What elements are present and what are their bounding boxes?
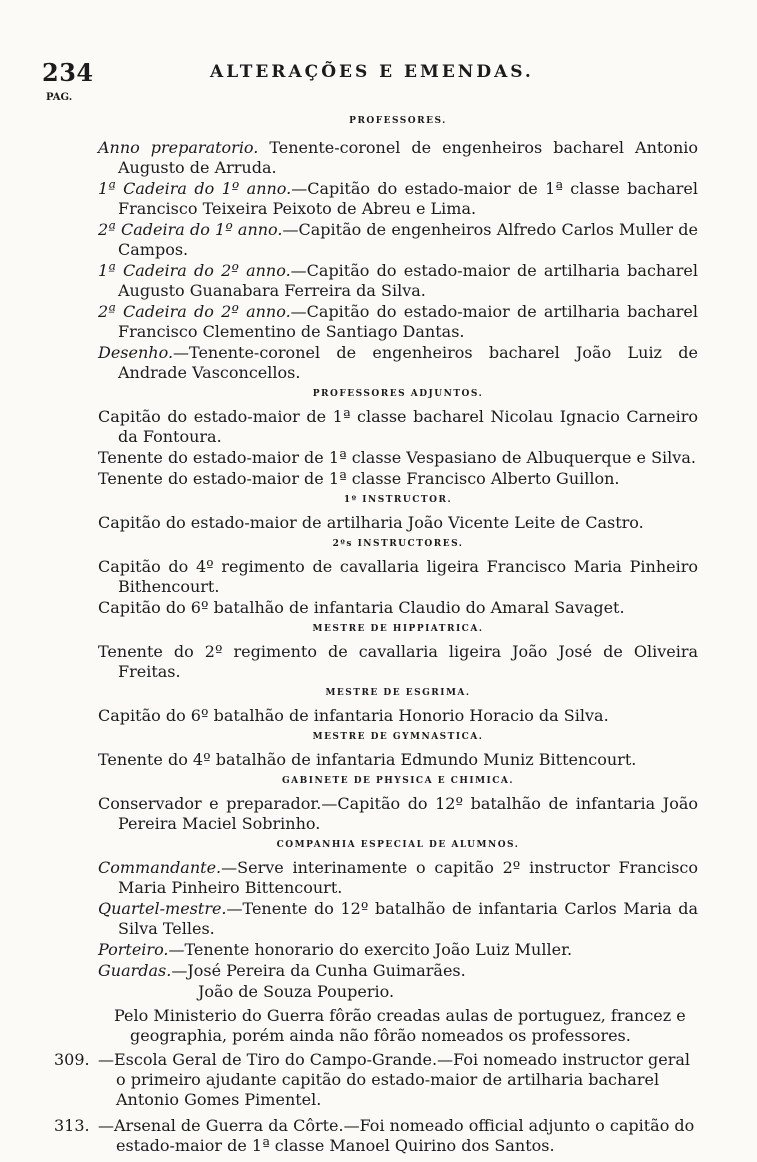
list-item: Quartel-mestre.—Tenente do 12º batalhão de infantaria Carlos Maria da Silva Telles. [98,899,698,938]
list-item: Tenente do estado-maior de 1ª classe Vespasiano de Albuquerque e Silva. [98,448,696,467]
section-heading-esgrima: MESTRE DE ESGRIMA. [325,688,471,698]
list-item: Anno preparatorio. Tenente-coronel de engenheiros bacharel Antonio Augusto de Arruda. [98,138,698,177]
list-item: 2ª Cadeira do 2º anno.—Capitão do estado-maior de artilharia bacharel Francisco Clementino de Santiago Dantas. [98,302,698,341]
section-heading-hippiatrica: MESTRE DE HIPPIATRICA. [312,624,484,634]
list-item: Capitão do 4º regimento de cavallaria ligeira Francisco Maria Pinheiro Bithencourt. [98,557,698,596]
list-item: 2ª Cadeira do 1º anno.—Capitão de engenheiros Alfredo Carlos Muller de Campos. [98,220,698,259]
page-number: 234 [42,58,94,87]
numbered-entry: 313. —Arsenal de Guerra da Côrte.—Foi nomeado official adjunto o capitão do estado-maior de 1ª classe Manoel Quirino dos Santos. [54,1116,695,1155]
list-item: Tenente do 2º regimento de cavallaria ligeira João José de Oliveira Freitas. [98,642,698,681]
list-item: João de Souza Pouperio. [198,982,395,1001]
list-item: Capitão do 6º batalhão de infantaria Honorio Horacio da Silva. [98,706,609,725]
list-item: Conservador e preparador.—Capitão do 12º batalhão de infantaria João Pereira Maciel Sobrinho. [98,794,698,833]
numbered-entry: 309. —Escola Geral de Tiro do Campo-Grande.—Foi nomeado instructor geral o primeiro ajudante capitão do estado-maior de artilharia bacharel Antonio Gomes Pimentel. [54,1050,691,1109]
list-item: Capitão do 6º batalhão de infantaria Claudio do Amaral Savaget. [98,598,625,617]
entry-number: 313. [54,1116,90,1135]
list-item: 1ª Cadeira do 2º anno.—Capitão do estado-maior de artilharia bacharel Augusto Guanabara Ferreira da Silva. [98,261,698,300]
list-item: Tenente do 4º batalhão de infantaria Edmundo Muniz Bittencourt. [98,750,637,769]
ministerio-note: Pelo Ministerio do Guerra fôrão creadas aulas de portuguez, francez e geographia, porém ainda não fôrão nomeados os professores. [114,1006,686,1045]
section-heading-companhia: COMPANHIA ESPECIAL DE ALUMNOS. [276,840,520,850]
section-heading-instructores2: 2ºs INSTRUCTORES. [332,539,464,549]
list-item: Capitão do estado-maior de artilharia João Vicente Leite de Castro. [98,513,644,532]
entry-number: 309. [54,1050,90,1069]
body-text [54,110,698,1162]
section-heading-gabinete: GABINETE DE PHYSICA E CHIMICA. [281,776,515,786]
list-item: Capitão do estado-maior de 1ª classe bacharel Nicolau Ignacio Carneiro da Fontoura. [98,407,698,446]
list-item: Guardas.—José Pereira da Cunha Guimarães. [98,961,466,980]
page-header [0,58,757,88]
list-item: Tenente do estado-maior de 1ª classe Francisco Alberto Guillon. [98,469,620,488]
list-item: Porteiro.—Tenente honorario do exercito João Luiz Muller. [98,940,573,959]
list-item: 1ª Cadeira do 1º anno.—Capitão do estado-maior de 1ª classe bacharel Francisco Teixeira Peixoto de Abreu e Lima. [98,179,698,218]
column-label: PAG. [46,92,73,103]
list-item: Desenho.—Tenente-coronel de engenheiros bacharel João Luiz de Andrade Vasconcellos. [98,343,698,382]
running-title: ALTERAÇÕES E EMENDAS. [210,62,534,82]
section-heading-instructor1: 1º INSTRUCTOR. [343,495,453,505]
list-item: Commandante.—Serve interinamente o capitão 2º instructor Francisco Maria Pinheiro Bittencourt. [98,858,698,897]
professores-list [98,138,698,383]
section-heading-adjuntos: PROFESSORES ADJUNTOS. [312,389,484,399]
section-heading-professores: PROFESSORES. [349,116,447,126]
section-heading-gymnastica: MESTRE DE GYMNASTICA. [312,732,484,742]
